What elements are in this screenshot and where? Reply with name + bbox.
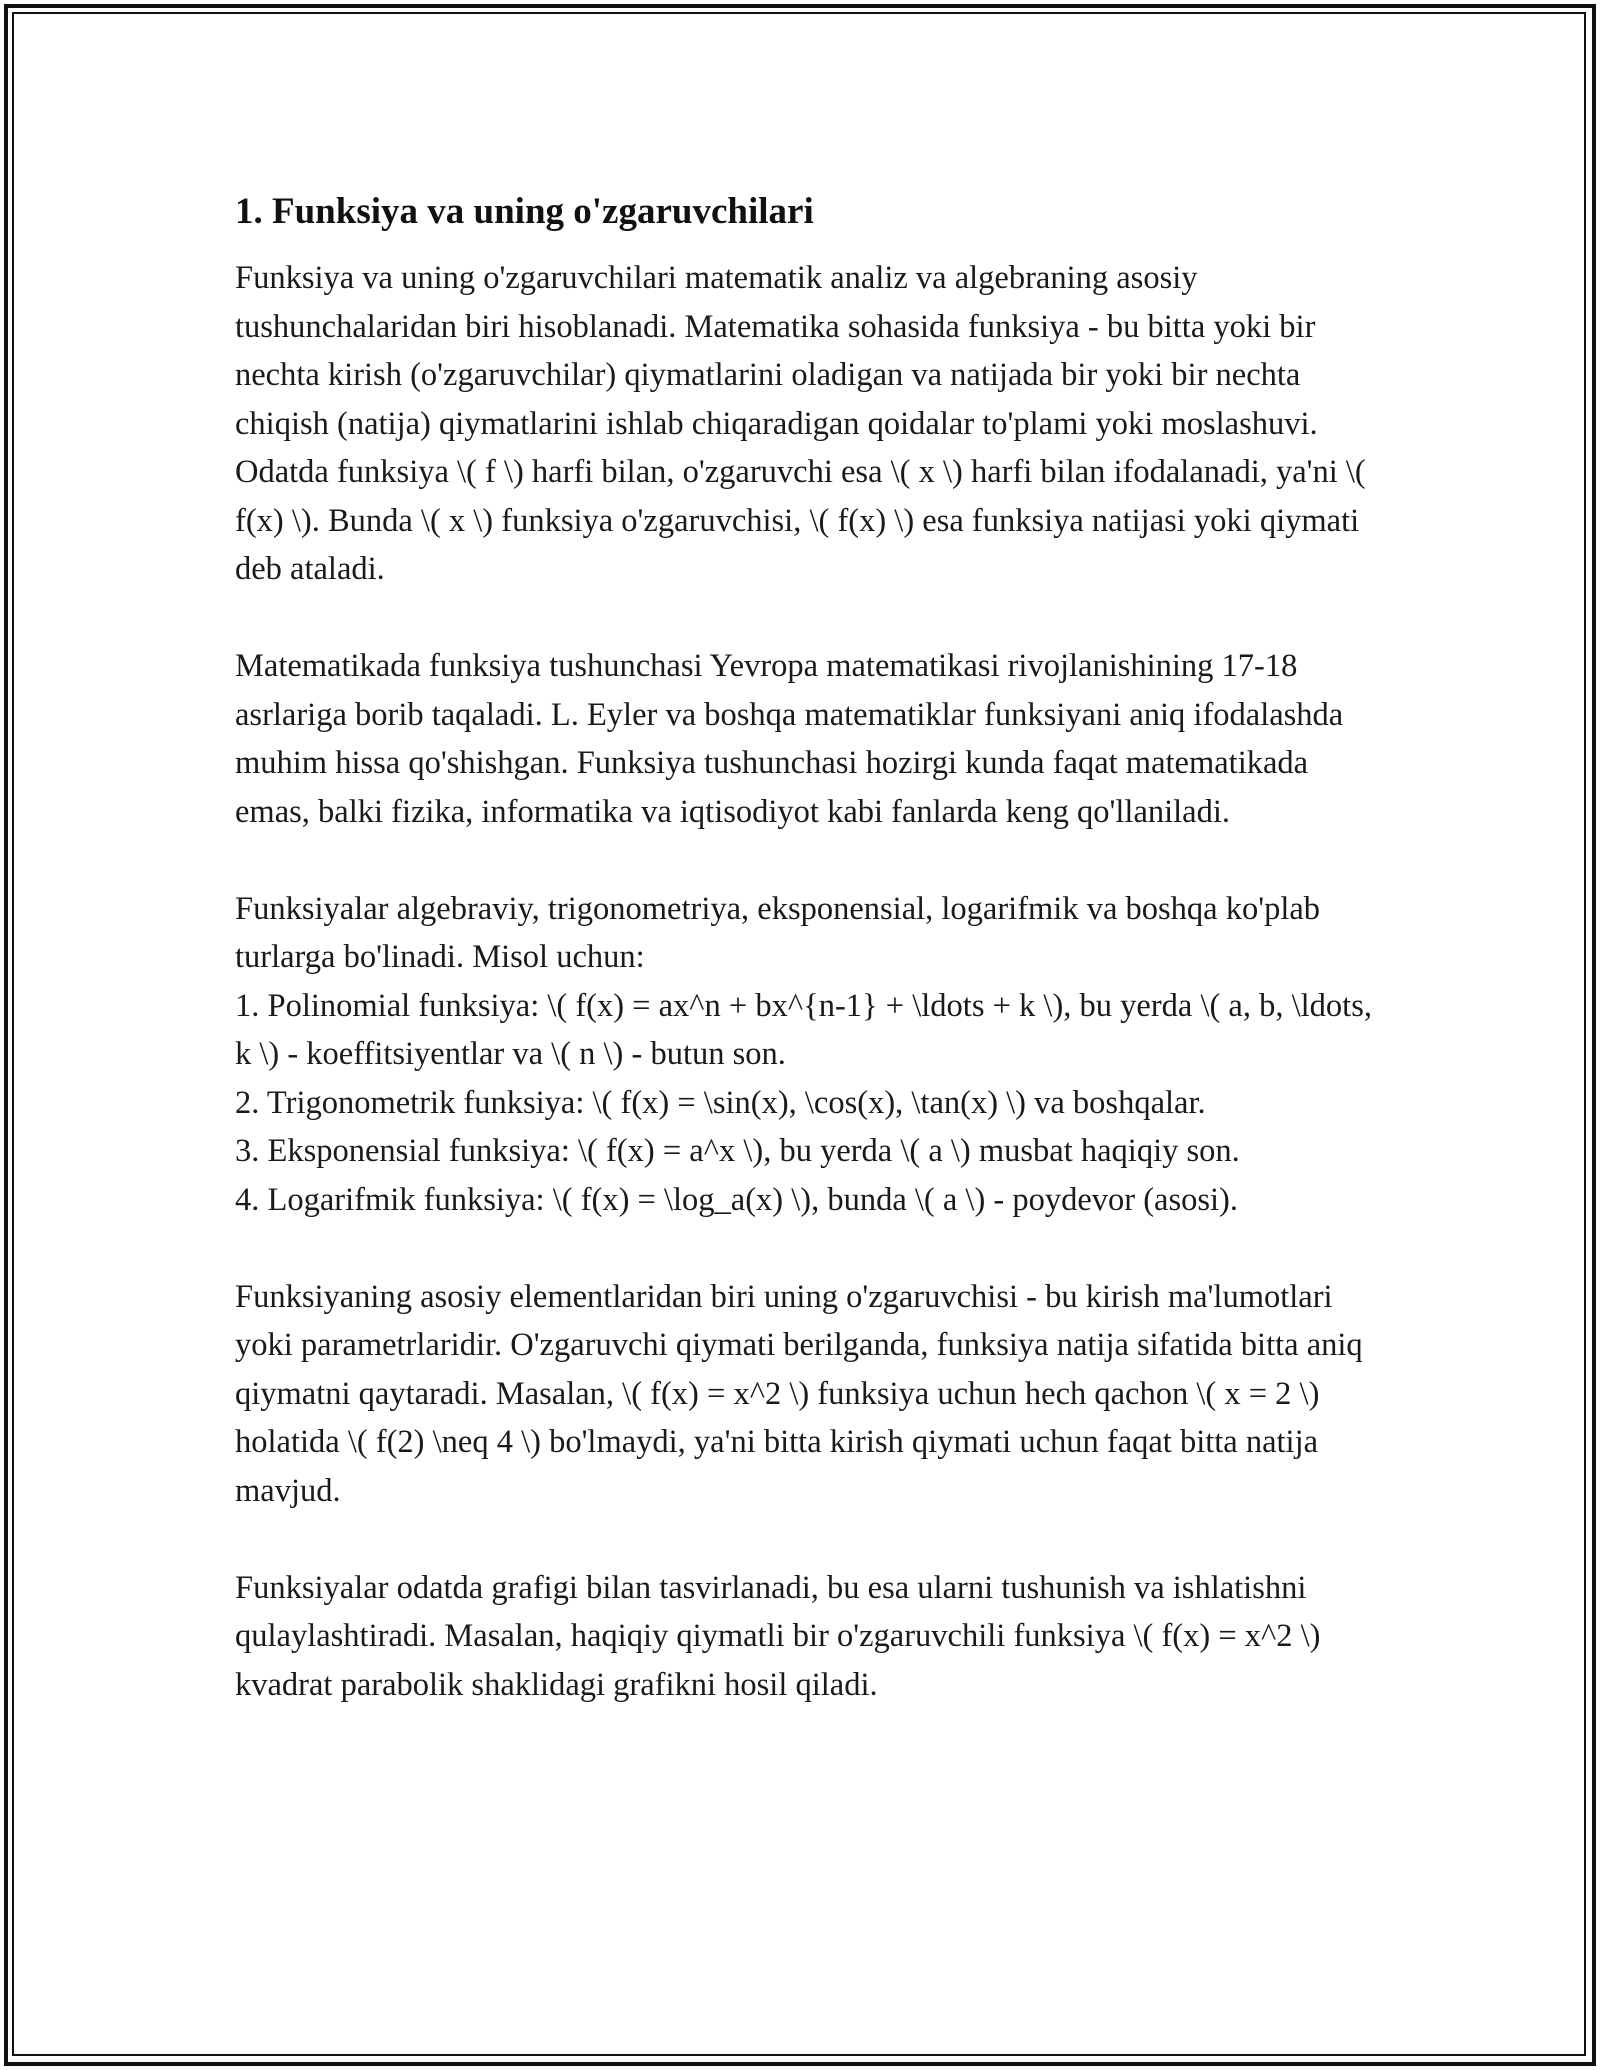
paragraph-function-types: Funksiyalar algebraviy, trigonometriya, eksponensial, logarifmik va boshqa ko'plab turlarga bo'linadi. Misol uchun: 1. Polinomial funksiya: \( f(x) = ax^n + bx^{n-1} + \ldots + k \), bu yerda \( a, b, \ldots, k \) - koeffitsiyentlar va \( n \) - butun son. 2. Trigonometrik funksiya: \( f(x) = \sin(x), \cos(x), \tan(x) \) va boshqalar. 3. Eksponensial funksiya: \( f(x) = a^x \), bu yerda \( a \) musbat haqiqiy son. 4. Logarifmik funksiya: \( f(x) = \log_a(x) \), bunda \( a \) - poydevor (asosi). [235, 890, 1372, 1218]
document-body [235, 186, 1375, 1709]
paragraph-intro: Funksiya va uning o'zgaruvchilari matematik analiz va algebraning asosiy tushunchalaridan biri hisoblanadi. Matematika sohasida funksiya - bu bitta yoki bir nechta kirish (o'zgaruvchilar) qiymatlarini oladigan va natijada bir yoki bir nechta chiqish (natija) qiymatlarini ishlab chiqaradigan qoidalar to'plami yoki moslashuvi. Odatda funksiya \( f \) harfi bilan, o'zgaruvchi esa \( x \) harfi bilan ifodalanadi, ya'ni \( f(x) \). Bunda \( x \) funksiya o'zgaruvchisi, \( f(x) \) esa funksiya natijasi yoki qiymati deb ataladi. [235, 260, 1366, 587]
section-title: 1. Funksiya va uning o'zgaruvchilari [235, 191, 814, 232]
paragraph-variable: Funksiyaning asosiy elementlaridan biri uning o'zgaruvchisi - bu kirish ma'lumotlari yoki parametrlaridir. O'zgaruvchi qiymati berilganda, funksiya natija sifatida bitta aniq qiymatni qaytaradi. Masalan, \( f(x) = x^2 \) funksiya uchun hech qachon \( x = 2 \) holatida \( f(2) \neq 4 \) bo'lmaydi, ya'ni bitta kirish qiymati uchun faqat bitta natija mavjud. [235, 1278, 1363, 1509]
paragraph-history: Matematikada funksiya tushunchasi Yevropa matematikasi rivojlanishining 17-18 asrlariga borib taqaladi. L. Eyler va boshqa matematiklar funksiyani aniq ifodalashda muhim hissa qo'shishgan. Funksiya tushunchasi hozirgi kunda faqat matematikada emas, balki fizika, informatika va iqtisodiyot kabi fanlarda keng qo'llaniladi. [235, 648, 1344, 830]
paragraph-graph: Funksiyalar odatda grafigi bilan tasvirlanadi, bu esa ularni tushunish va ishlatishni qulaylashtiradi. Masalan, haqiqiy qiymatli bir o'zgaruvchili funksiya \( f(x) = x^2 \) kvadrat parabolik shaklidagi grafikni hosil qiladi. [235, 1569, 1321, 1703]
